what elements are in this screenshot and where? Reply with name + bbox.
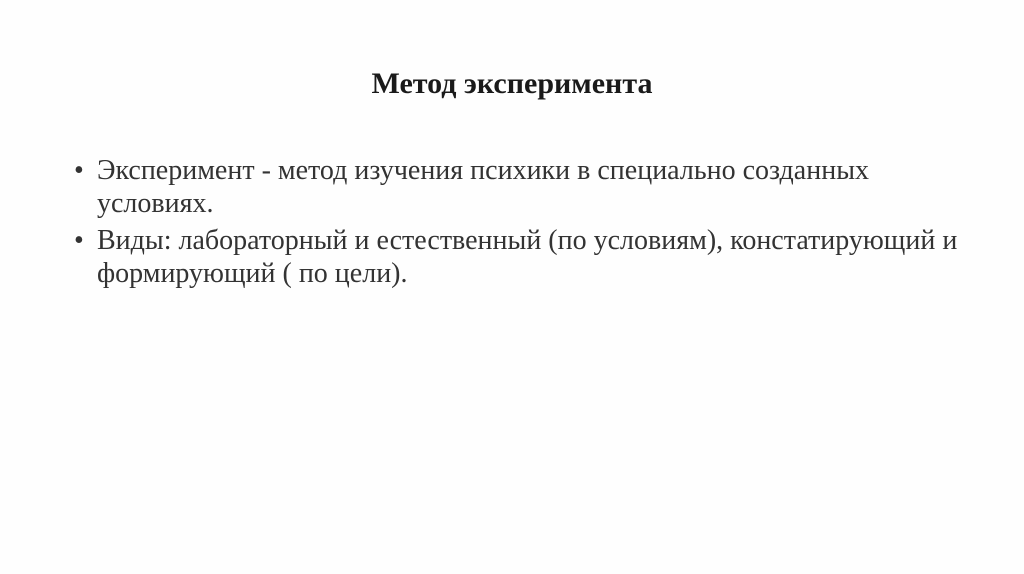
bullet-text: Виды: лабораторный и естественный (по условиям), констатирующий и формирующий ( по цели). (97, 225, 958, 289)
bullet-mark: • (74, 225, 84, 256)
bullet-text: Эксперимент - метод изучения психики в специально созданных условиях. (97, 155, 870, 219)
bullet-item (74, 224, 974, 290)
bullet-item (74, 154, 974, 220)
bullet-mark: • (74, 155, 84, 186)
bullet-list (74, 154, 974, 294)
slide-title: Метод эксперимента (371, 67, 653, 100)
